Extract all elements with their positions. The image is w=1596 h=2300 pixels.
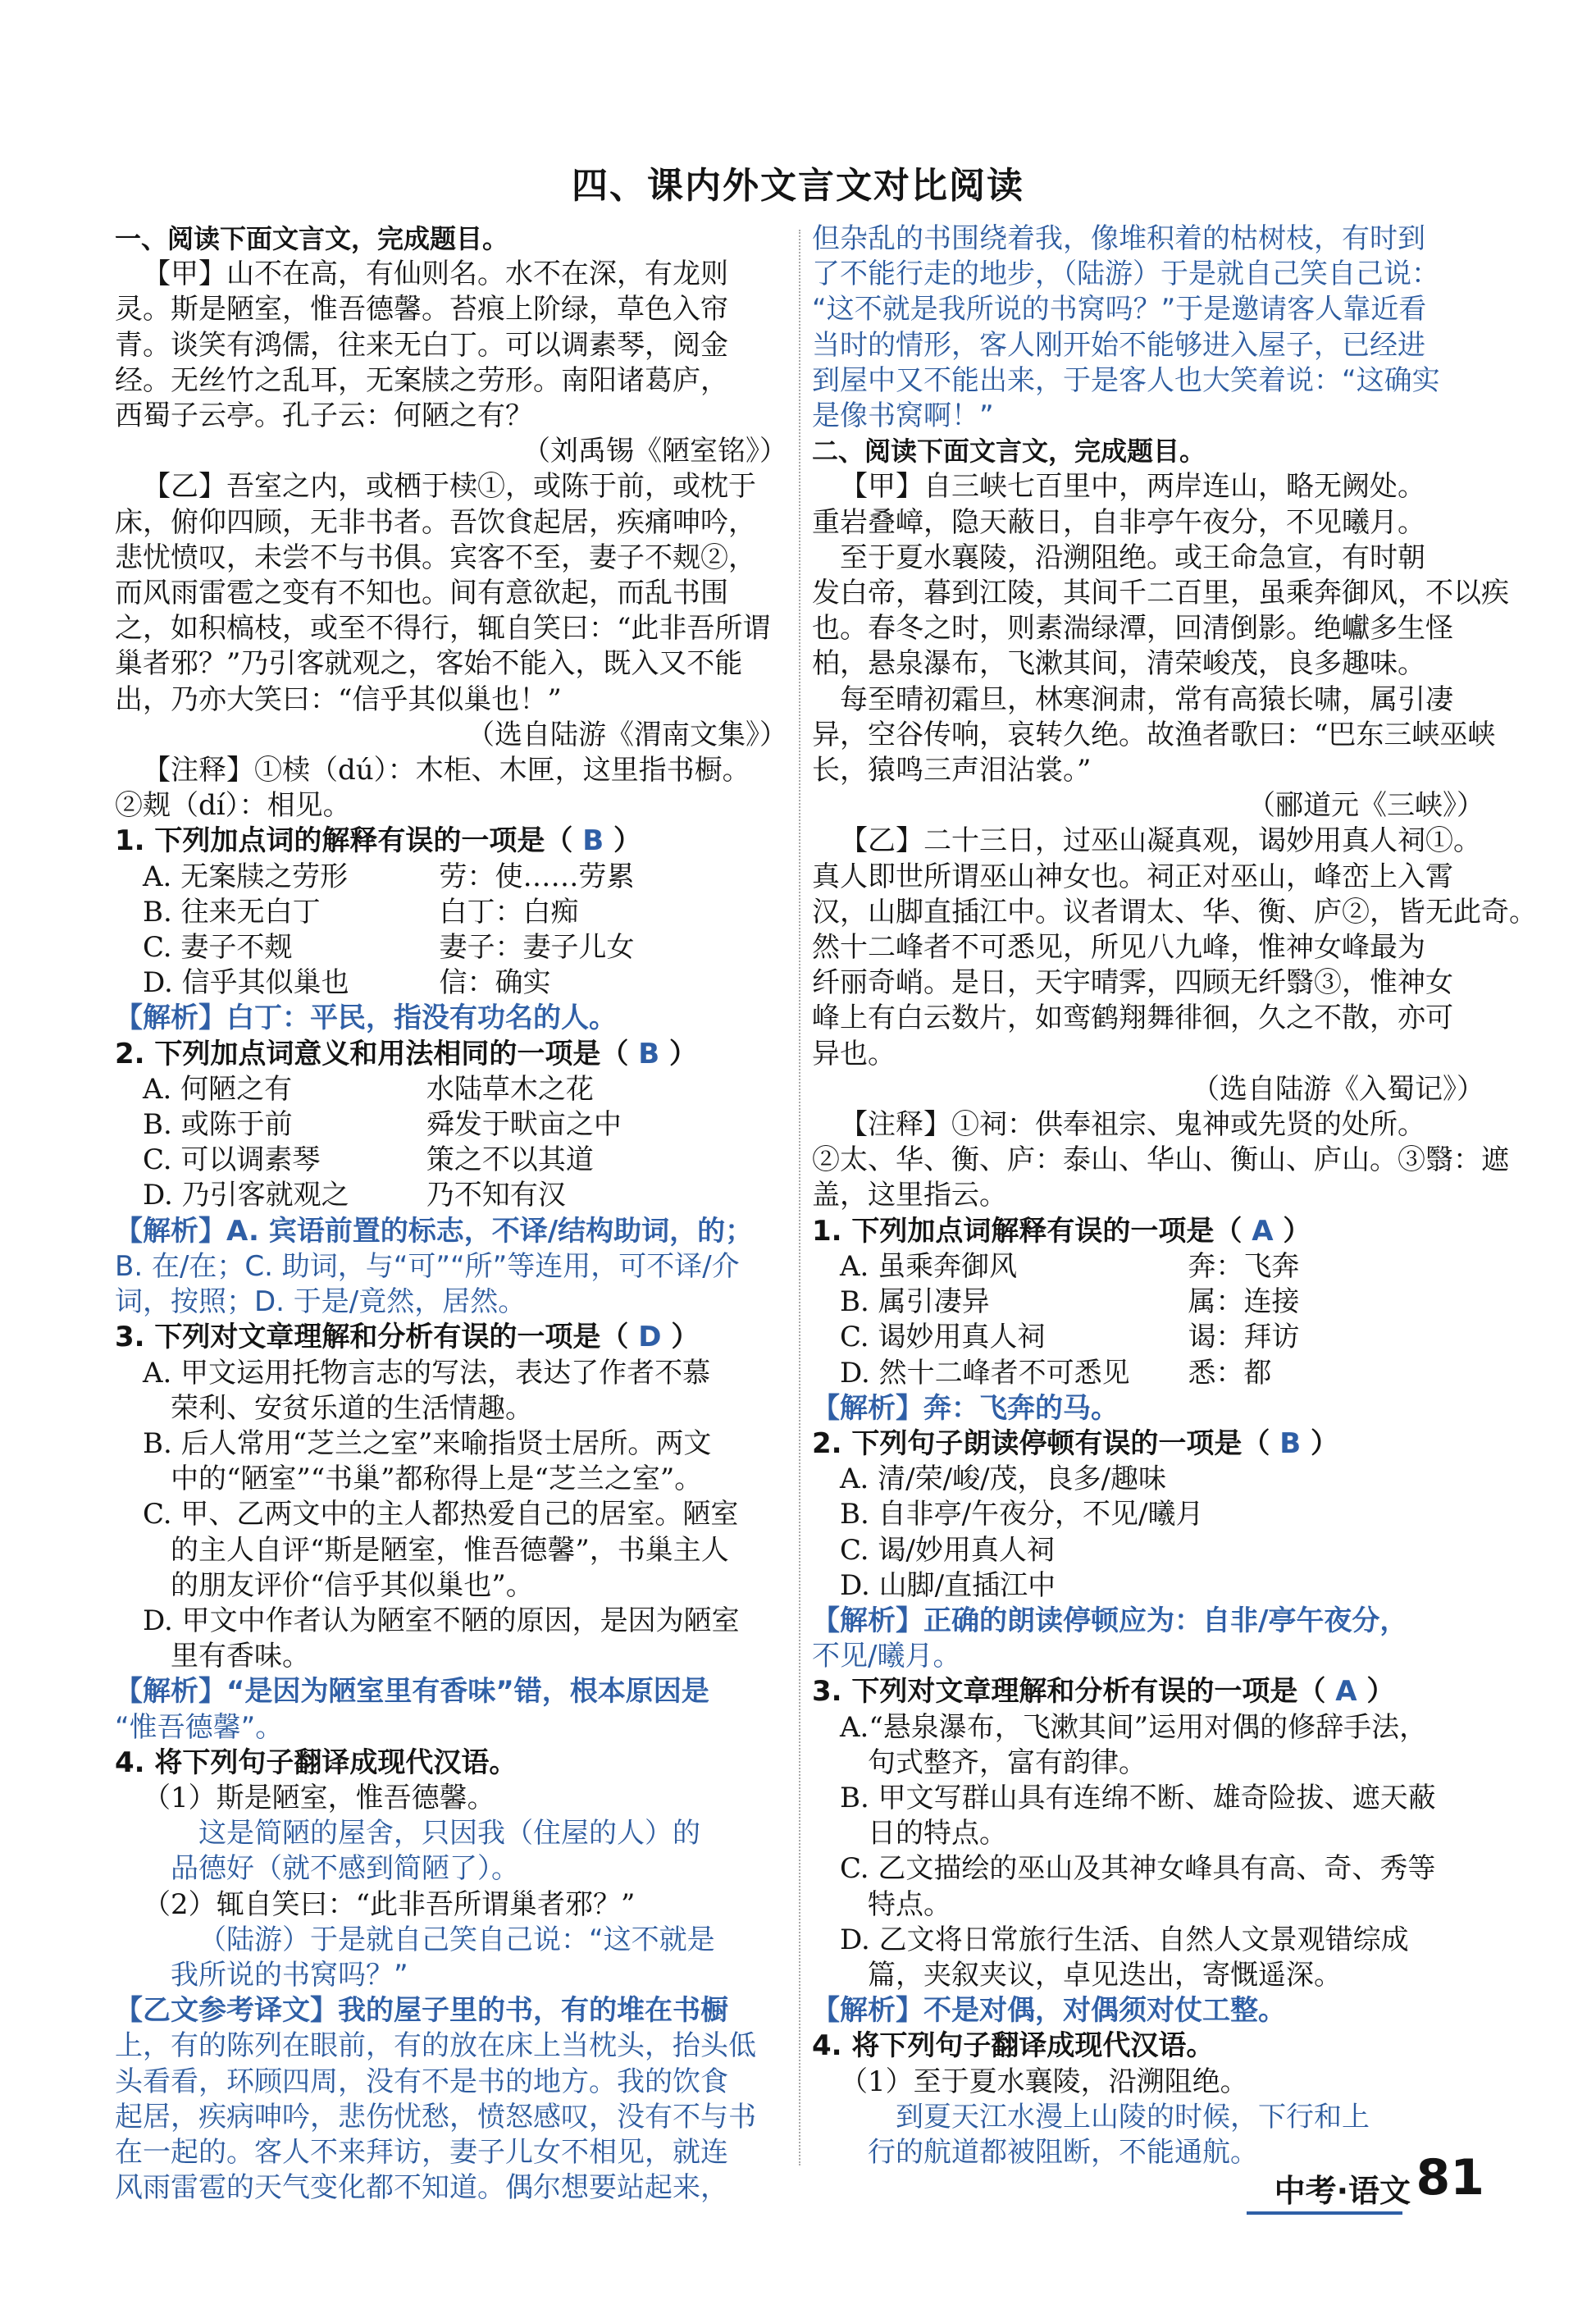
source-citation: （选自陆游《渭南文集》）	[467, 718, 787, 751]
option-text: C. 可以调素琴	[143, 1143, 321, 1177]
option-explanation: 策之不以其道	[426, 1143, 594, 1177]
option-row	[115, 860, 787, 895]
analysis-line: 【解析】不是对偶，对偶须对仗工整。	[812, 1994, 1286, 2028]
answer-text: 到夏天江水漫上山陵的时候，下行和上	[896, 2100, 1370, 2133]
option-explanation: 劳：使……劳累	[439, 860, 635, 893]
question-stem: 1. 下列加点词解释有误的一项是（ A ）	[812, 1214, 1311, 1248]
answer-text: “这不就是我所说的书窝吗？”于是邀请客人靠近看	[812, 293, 1427, 326]
text-line: 灵。斯是陋室，惟吾德馨。苔痕上阶绿，草色入帘	[115, 293, 728, 326]
text-line: 【乙】吾室之内，或栖于椟①，或陈于前，或枕于	[143, 470, 756, 504]
text-line: B. 甲文写群山具有连绵不断、雄奇险拔、遮天蔽	[840, 1781, 1436, 1814]
text-line: D. 乙文将日常旅行生活、自然人文景观错综成	[840, 1923, 1409, 1956]
analysis-line: 【解析】A. 宾语前置的标志，不译/结构助词，的；	[115, 1214, 754, 1248]
footer-label: 中考·语文	[1274, 2173, 1411, 2209]
page-footer	[1263, 2149, 1484, 2223]
text-line: 然十二峰者不可悉见，所见八九峰，惟神女峰最为	[812, 931, 1425, 965]
answer-text: “惟吾德馨”。	[115, 1710, 284, 1744]
answer-text: 行的航道都被阻断，不能通航。	[868, 2135, 1258, 2169]
answer-text: 上，有的陈列在眼前，有的放在床上当枕头，抬头低	[115, 2029, 756, 2063]
answer-text: 当时的情形，客人刚开始不能够进入屋子，已经进	[812, 328, 1425, 362]
option-text: B. 或陈于前	[143, 1108, 293, 1142]
text-line: 纤丽奇峭。是日，天宇晴霁，四顾无纤翳③，惟神女	[812, 966, 1453, 1000]
analysis-line: 【解析】奔：飞奔的马。	[812, 1391, 1119, 1425]
text-line: 【甲】山不在高，有仙则名。水不在深，有龙则	[143, 258, 728, 291]
option-explanation: 信：确实	[439, 966, 551, 1000]
text-line: 巢者邪？”乃引客就观之，客始不能入，既入又不能	[115, 647, 743, 681]
option-row	[115, 965, 787, 1001]
section-heading: 二、阅读下面文言文，完成题目。	[812, 436, 1206, 468]
option-row	[115, 930, 787, 965]
text-line: 每至晴初霜旦，林寒涧肃，常有高猿长啸，属引凄	[840, 682, 1453, 716]
option-text: B. 属引凄异	[840, 1285, 990, 1319]
option-row	[115, 1178, 787, 1213]
text-line: A. 清/荣/峻/茂，良多/趣味	[840, 1463, 1166, 1496]
option-row	[115, 895, 787, 930]
option-text: A. 虽乘奔御风	[840, 1249, 1018, 1283]
analysis-line: 【解析】正确的朗读停顿应为：自非/亭午夜分，	[812, 1604, 1408, 1637]
page-number: 81	[1416, 2149, 1484, 2206]
text-line: 中的“陋室”“书巢”都称得上是“芝兰之室”。	[171, 1463, 703, 1496]
text-line: 发白帝，暮到江陵，其间千二百里，虽乘奔御风，不以疾	[812, 577, 1509, 610]
option-row	[812, 1320, 1484, 1355]
option-explanation: 悉：都	[1188, 1356, 1272, 1390]
footer-underline	[1247, 2211, 1402, 2215]
answer-text: 这是简陋的屋舍，只因我（住屋的人）的	[198, 1817, 700, 1850]
text-line: ②觌（dí）：相见。	[115, 789, 351, 823]
question-stem: 2. 下列句子朗读停顿有误的一项是（ B ）	[812, 1426, 1339, 1460]
answer-letter: D	[638, 1321, 662, 1354]
answer-text: 但杂乱的书围绕着我，像堆积着的枯树枝，有时到	[812, 222, 1425, 255]
question-stem: 2. 下列加点词意义和用法相同的一项是（ B ）	[115, 1037, 698, 1070]
page-title: 四、课内外文言文对比阅读	[572, 165, 1024, 207]
text-line: 篇，夹叙夹议，卓见迭出，寄慨遥深。	[868, 1958, 1342, 1992]
text-line: （1）斯是陋室，惟吾德馨。	[143, 1781, 495, 1814]
text-line: 日的特点。	[868, 1817, 1007, 1850]
text-line: 青。谈笑有鸿儒，往来无白丁。可以调素琴，阅金	[115, 328, 728, 362]
option-explanation: 奔：飞奔	[1188, 1249, 1300, 1283]
question-stem: 4. 将下列句子翻译成现代汉语。	[812, 2029, 1215, 2063]
answer-text: 在一起的。客人不来拜访，妻子儿女不相见，就连	[115, 2135, 728, 2169]
answer-text: （陆游）于是就自己笑自己说：“这不就是	[198, 1923, 715, 1956]
option-explanation: 谒：拜访	[1188, 1321, 1300, 1354]
answer-text: 不见/曦月。	[812, 1640, 961, 1673]
answer-text: 词，按照；D. 于是/竟然，居然。	[115, 1285, 527, 1319]
answer-letter: B	[582, 824, 604, 858]
answer-text: 起居，疾病呻吟，悲伤忧愁，愤怒感叹，没有不与书	[115, 2100, 756, 2133]
question-stem: 3. 下列对文章理解和分析有误的一项是（ D ）	[115, 1321, 700, 1354]
answer-text: 了不能行走的地步，（陆游）于是就自己笑自己说：	[812, 258, 1439, 291]
text-line: A. 甲文运用托物言志的写法，表达了作者不慕	[143, 1356, 711, 1390]
column-divider	[799, 230, 800, 2165]
answer-text: 风雨雷雹的天气变化都不知道。偶尔想要站起来，	[115, 2171, 728, 2205]
option-explanation: 水陆草木之花	[426, 1072, 594, 1106]
text-line: 至于夏水襄陵，沿溯阻绝。或王命急宣，有时朝	[840, 541, 1425, 574]
text-line: 盖，这里指云。	[812, 1179, 1007, 1212]
question-stem: 4. 将下列句子翻译成现代汉语。	[115, 1746, 518, 1779]
analysis-line: 【解析】白丁：平民，指没有功名的人。	[115, 1002, 617, 1035]
answer-text: 是像书窝啊！”	[812, 399, 994, 433]
text-line: 峰上有白云数片，如鸾鹤翔舞徘徊，久之不散，亦可	[812, 1002, 1453, 1035]
option-explanation: 白丁：白痴	[439, 895, 579, 929]
answer-letter: A	[1335, 1675, 1357, 1709]
text-line: 悲忧愤叹，未尝不与书俱。宾客不至，妻子不觌②，	[115, 541, 756, 574]
option-text: D. 乃引客就观之	[143, 1179, 349, 1212]
text-line: 重岩叠嶂，隐天蔽日，自非亭午夜分，不见曦月。	[812, 505, 1425, 539]
text-line: 柏，悬泉瀑布，飞漱其间，清荣峻茂，良多趣味。	[812, 647, 1425, 681]
text-line: 经。无丝竹之乱耳，无案牍之劳形。南阳诸葛庐，	[115, 363, 728, 397]
text-line: ②太、华、衡、庐：泰山、华山、衡山、庐山。③翳：遮	[812, 1143, 1509, 1177]
text-line: 【乙】二十三日，过巫山凝真观，谒妙用真人祠①。	[840, 824, 1481, 858]
text-line: D. 山脚/直插江中	[840, 1568, 1056, 1602]
option-row	[812, 1285, 1484, 1320]
text-line: 句式整齐，富有韵律。	[868, 1746, 1147, 1779]
text-line: 床，俯仰四顾，无非书者。吾饮食起居，疾痛呻吟，	[115, 505, 756, 539]
answer-text: 品德好（就不感到简陋了）。	[171, 1852, 519, 1886]
text-line: 异也。	[812, 1037, 896, 1070]
text-line: A.“悬泉瀑布，飞漱其间”运用对偶的修辞手法，	[840, 1710, 1428, 1744]
text-line: 【注释】①祠：供奉祖宗、鬼神或先贤的处所。	[840, 1108, 1425, 1142]
text-line: （2）辄自笑曰：“此非吾所谓巢者邪？”	[143, 1887, 636, 1921]
text-line: 也。春冬之时，则素湍绿潭，回清倒影。绝巘多生怪	[812, 612, 1453, 646]
left-column	[115, 221, 787, 2206]
source-citation: （选自陆游《入蜀记》）	[1192, 1072, 1484, 1106]
text-line: 而风雨雷雹之变有不知也。间有意欲起，而乱书围	[115, 577, 728, 610]
text-line: 荣利、安贫乐道的生活情趣。	[171, 1391, 533, 1425]
answer-text: 到屋中又不能出来，于是客人也大笑着说：“这确实	[812, 363, 1440, 397]
option-explanation: 乃不知有汉	[426, 1179, 566, 1212]
text-line: （1）至于夏水襄陵，沿溯阻绝。	[840, 2065, 1248, 2098]
text-line: C. 谒/妙用真人祠	[840, 1533, 1055, 1567]
option-row	[115, 1143, 787, 1178]
text-line: C. 甲、乙两文中的主人都热爱自己的居室。陋室	[143, 1498, 739, 1531]
option-row	[812, 1356, 1484, 1391]
text-line: 之，如积槁枝，或至不得行，辄自笑曰：“此非吾所谓	[115, 612, 771, 646]
answer-letter: B	[638, 1037, 660, 1070]
option-explanation: 属：连接	[1188, 1285, 1300, 1319]
analysis-line: 【解析】“是因为陋室里有香味”错，根本原因是	[115, 1675, 709, 1709]
question-stem: 1. 下列加点词的解释有误的一项是（ B ）	[115, 824, 642, 858]
option-text: D. 信乎其似巢也	[143, 966, 349, 1000]
text-line: 里有香味。	[171, 1640, 310, 1673]
question-stem: 3. 下列对文章理解和分析有误的一项是（ A ）	[812, 1675, 1395, 1709]
section-heading: 一、阅读下面文言文，完成题目。	[115, 223, 509, 254]
option-text: A. 无案牍之劳形	[143, 860, 349, 893]
text-line: 【甲】自三峡七百里中，两岸连山，略无阙处。	[840, 470, 1425, 504]
text-line: 特点。	[868, 1887, 951, 1921]
text-line: 真人即世所谓巫山神女也。祠正对巫山，峰峦上入霄	[812, 860, 1453, 893]
option-row	[115, 1107, 787, 1143]
analysis-line: 【乙文参考译文】我的屋子里的书，有的堆在书橱	[115, 1994, 728, 2028]
option-text: B. 往来无白丁	[143, 895, 321, 929]
text-line: D. 甲文中作者认为陋室不陋的原因，是因为陋室	[143, 1604, 740, 1637]
answer-letter: A	[1252, 1214, 1274, 1248]
text-line: 【注释】①椟（dú）：木柜、木匣，这里指书橱。	[143, 754, 750, 787]
answer-letter: B	[1279, 1426, 1302, 1460]
option-row	[812, 1249, 1484, 1285]
option-explanation: 妻子：妻子儿女	[439, 931, 635, 965]
option-text: D. 然十二峰者不可悉见	[840, 1356, 1130, 1390]
answer-text: 头看看，环顾四周，没有不是书的地方。我的饮食	[115, 2065, 728, 2098]
text-line: 的主人自评“斯是陋室，惟吾德馨”，书巢主人	[171, 1533, 729, 1567]
right-column	[812, 221, 1537, 2170]
option-text: C. 谒妙用真人祠	[840, 1321, 1046, 1354]
text-line: 长，猿鸣三声泪沾裳。”	[812, 754, 1092, 787]
option-row	[115, 1072, 787, 1107]
text-line: 异，空谷传响，哀转久绝。故渔者歌曰：“巴东三峡巫峡	[812, 718, 1496, 751]
text-line: B. 后人常用“芝兰之室”来喻指贤士居所。两文	[143, 1426, 712, 1460]
text-line: 出，乃亦大笑曰：“信乎其似巢也！”	[115, 682, 562, 716]
text-line: 汉，山脚直插江中。议者谓太、华、衡、庐②，皆无此奇。	[812, 895, 1537, 929]
source-citation: （郦道元《三峡》）	[1247, 789, 1484, 823]
option-text: A. 何陋之有	[143, 1072, 293, 1106]
option-explanation: 舜发于畎亩之中	[426, 1108, 622, 1142]
option-text: C. 妻子不觌	[143, 931, 293, 965]
answer-text: 我所说的书窝吗？”	[171, 1958, 408, 1992]
answer-text: B. 在/在；C. 助词，与“可”“所”等连用，可不译/介	[115, 1249, 740, 1283]
text-line: B. 自非亭/午夜分，不见/曦月	[840, 1498, 1204, 1531]
text-line: C. 乙文描绘的巫山及其神女峰具有高、奇、秀等	[840, 1852, 1436, 1886]
text-line: 的朋友评价“信乎其似巢也”。	[171, 1568, 534, 1602]
text-line: 西蜀子云亭。孔子云：何陋之有？	[115, 399, 533, 433]
source-citation: （刘禹锡《陋室铭》）	[522, 435, 787, 468]
